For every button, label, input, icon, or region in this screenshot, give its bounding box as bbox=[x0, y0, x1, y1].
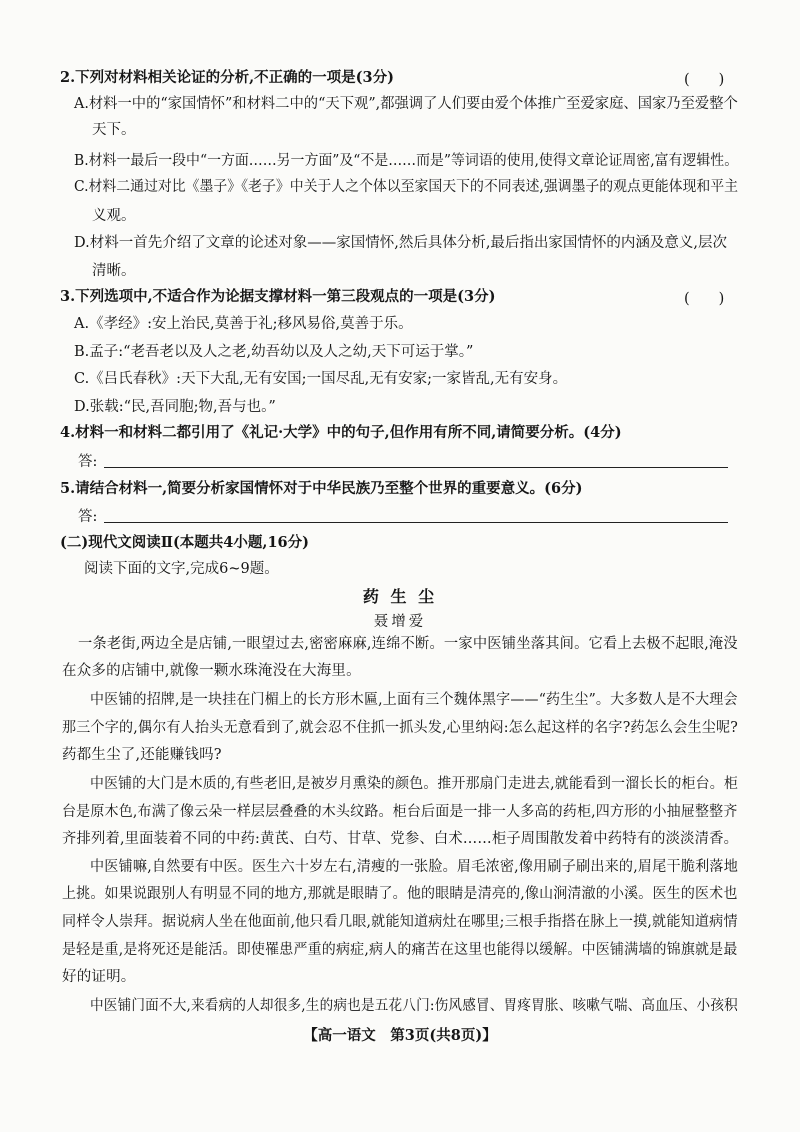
question-4-answer-area[interactable] bbox=[78, 450, 728, 470]
question-2-option-b: B.材料一最后一段中“一方面……另一方面”及“不是……而是”等词语的使用,使得文章论证周密,富有逻辑性。 bbox=[74, 153, 739, 169]
question-2-option-a: A.材料一中的“家国情怀”和材料二中的“天下观”,都强调了人们要由爱个体推广至爱家庭、国家乃至爱整个 bbox=[74, 96, 738, 112]
page-footer: 【高一语文 第3页(共8页)】 bbox=[303, 1027, 497, 1044]
section-instruction: 阅读下面的文字,完成6~9题。 bbox=[84, 561, 279, 577]
article-line: 台是原木色,布满了像云朵一样层层叠叠的木头纹路。柜台后面是一排一人多高的药柜,四方形的小抽屉整整齐 bbox=[62, 804, 738, 820]
article-line: 中医铺的招牌,是一块挂在门楣上的长方形木匾,上面有三个魏体黑字——“药生尘”。大多数人是不大理会 bbox=[90, 692, 738, 708]
article-line: 上挑。如果说跟别人有明显不同的地方,那就是眼睛了。他的眼睛是清亮的,像山涧清澈的小溪。医生的医术也 bbox=[62, 886, 738, 902]
question-2-option-c-cont: 义观。 bbox=[92, 208, 136, 224]
article-line: 中医铺的大门是木质的,有些老旧,是被岁月熏染的颜色。推开那扇门走进去,就能看到一溜长长的柜台。柜 bbox=[90, 776, 738, 792]
article-line: 好的证明。 bbox=[62, 969, 136, 985]
question-3-option-b: B.孟子:“老吾老以及人之老,幼吾幼以及人之幼,天下可运于掌。” bbox=[74, 344, 474, 360]
question-5-stem: 5.请结合材料一,简要分析家国情怀对于中华民族乃至整个世界的重要意义。(6分) bbox=[60, 480, 583, 497]
question-2-option-c: C.材料二通过对比《墨子》《老子》中关于人之个体以至家国天下的不同表述,强调墨子的观点更能体现和平主 bbox=[74, 179, 739, 195]
section-heading: (二)现代文阅读Ⅱ(本题共4小题,16分) bbox=[60, 534, 309, 551]
question-3-answer-paren: ( ) bbox=[684, 291, 725, 307]
question-3-option-d: D.张载:“民,吾同胞;物,吾与也。” bbox=[74, 399, 276, 415]
question-3-option-c: C.《吕氏春秋》:天下大乱,无有安国;一国尽乱,无有安家;一家皆乱,无有安身。 bbox=[74, 371, 568, 387]
article-line: 中医铺门面不大,来看病的人却很多,生的病也是五花八门:伤风感冒、胃疼胃胀、咳嗽气喘、高血压、小孩积 bbox=[90, 998, 738, 1014]
question-2-answer-paren: ( ) bbox=[684, 72, 725, 88]
article-line: 那三个字的,偶尔有人抬头无意看到了,就会忍不住抓一抓头发,心里纳闷:怎么起这样的名字?药怎么会生尘呢? bbox=[62, 720, 738, 736]
question-2-option-d: D.材料一首先介绍了文章的论述对象——家国情怀,然后具体分析,最后指出家国情怀的内涵及意义,层次 bbox=[74, 235, 728, 251]
article-line: 一条老街,两边全是店铺,一眼望过去,密密麻麻,连绵不断。一家中医铺坐落其间。它看上去极不起眼,淹没 bbox=[78, 636, 738, 652]
question-3-stem: 3.下列选项中,不适合作为论据支撑材料一第三段观点的一项是(3分) bbox=[60, 288, 496, 305]
question-2-option-d-cont: 清晰。 bbox=[92, 263, 136, 279]
question-4-answer-line bbox=[104, 467, 728, 468]
article-line: 中医铺嘛,自然要有中医。医生六十岁左右,清瘦的一张脸。眉毛浓密,像用刷子刷出来的,眉尾干脆利落地 bbox=[90, 859, 739, 875]
question-4-stem: 4.材料一和材料二都引用了《礼记·大学》中的句子,但作用有所不同,请简要分析。(4分) bbox=[60, 424, 622, 441]
question-2-stem: 2.下列对材料相关论证的分析,不正确的一项是(3分) bbox=[60, 69, 394, 86]
article-title: 药 生 尘 bbox=[362, 587, 438, 606]
question-4-answer-label: 答: bbox=[78, 454, 98, 470]
question-5-answer-label: 答: bbox=[78, 509, 98, 525]
question-5-answer-line bbox=[104, 522, 728, 523]
article-line: 是轻是重,是将死还是能活。即使罹患严重的病症,病人的痛苦在这里也能得以缓解。中医铺满墙的锦旗就是最 bbox=[62, 942, 738, 958]
article-line: 在众多的店铺中,就像一颗水珠淹没在大海里。 bbox=[62, 663, 361, 679]
article-author: 聂增爱 bbox=[373, 614, 427, 630]
question-2-option-a-cont: 天下。 bbox=[92, 122, 136, 138]
article-line: 同样令人崇拜。据说病人坐在他面前,他只看几眼,就能知道病灶在哪里;三根手指搭在脉上一摸,就能知道病情 bbox=[62, 914, 738, 930]
article-line: 药都生尘了,还能赚钱吗? bbox=[62, 747, 222, 763]
question-3-option-a: A.《孝经》:安上治民,莫善于礼;移风易俗,莫善于乐。 bbox=[74, 316, 413, 332]
question-5-answer-area[interactable] bbox=[78, 505, 728, 525]
article-line: 齐排列着,里面装着不同的中药:黄芪、白芍、甘草、党参、白术……柜子周围散发着中药特有的淡淡清香。 bbox=[62, 831, 739, 847]
